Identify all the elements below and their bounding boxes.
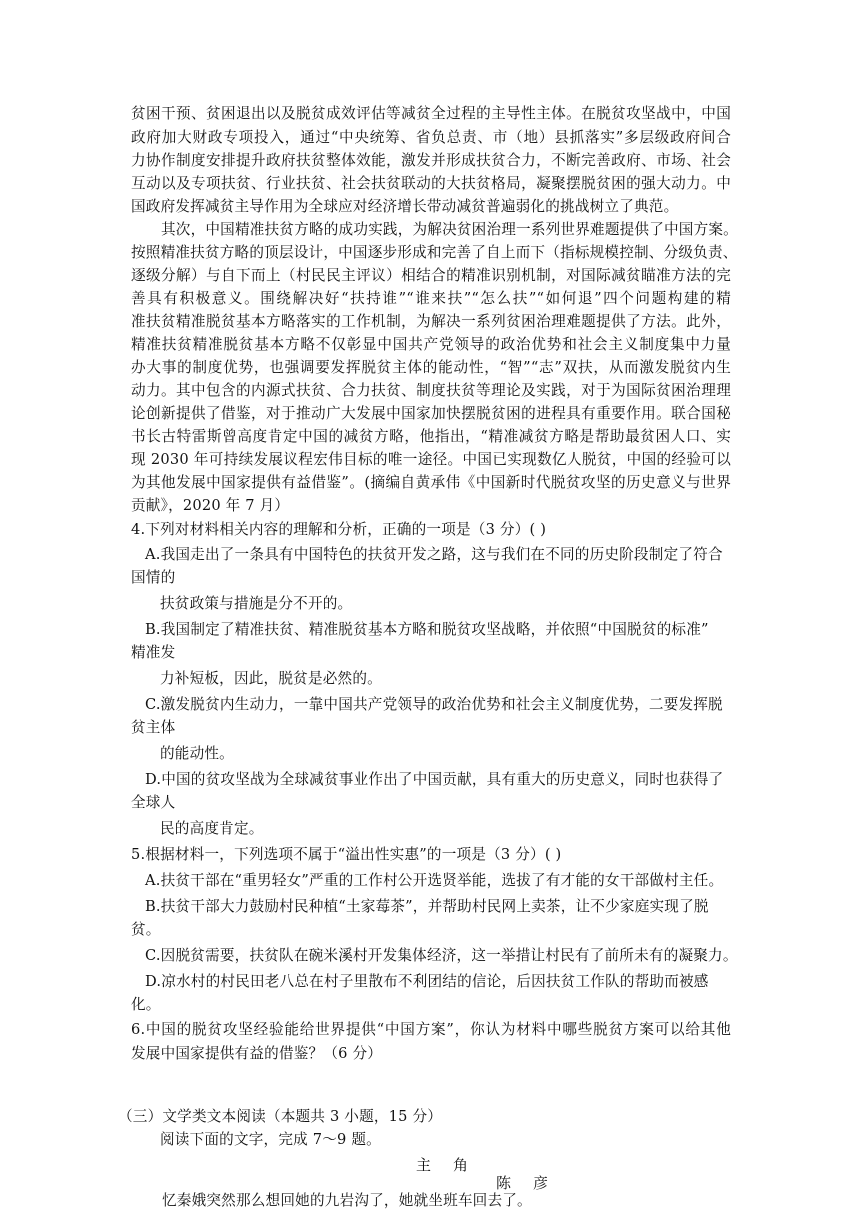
passage-line: 其次，中国精准扶贫方略的成功实践，为解决贫困治理一系列世界难题提供了中国方案。 (161, 221, 738, 238)
passage-line: 国政府发挥减贫主导作用为全球应对经济增长带动减贫普遍弱化的挑战树立了典范。 (131, 198, 679, 215)
question-4-option-c: 贫主体 (131, 719, 176, 736)
passage-line: 力协作制度安排提升政府扶贫整体效能，激发并形成扶贫合力，不断完善政府、市场、社会 (131, 152, 731, 169)
passage-line: 按照精准扶贫方略的顶层设计，中国逐步形成和完善了自上而下（指标规模控制、分级负责、 (131, 244, 738, 261)
question-5-option-b: B.扶贫干部大力鼓励村民种植“土家莓茶”，并帮助村民网上卖茶，让不少家庭实现了脱 (145, 898, 709, 915)
question-5-option-c: C.因脱贫需要，扶贫队在碗米溪村开发集体经济，这一举措让村民有了前所未有的凝聚力。 (145, 947, 738, 964)
question-6-stem: 6.中国的脱贫攻坚经验能给世界提供“中国方案”，你认为材料中哪些脱贫方案可以给其他 (131, 1021, 731, 1038)
question-5-stem: 5.根据材料一，下列选项不属于“溢出性实惠”的一项是（3 分）( ) (131, 846, 562, 863)
passage-line: 准扶贫精准脱贫基本方略落实的工作机制，为解决一系列贫困治理难题提供了方法。此外， (131, 313, 731, 330)
question-6-stem: 发展中国家提供有益的借鉴？（6 分） (131, 1045, 383, 1062)
passage-line: 办大事的制度优势，也强调要发挥脱贫主体的能动性，“智”“志”双扶，从而激发脱贫内生 (131, 359, 731, 376)
question-4-option-c: 的能动性。 (160, 745, 234, 762)
question-4-option-b: 精准发 (131, 644, 176, 661)
question-5-option-a: A.扶贫干部在“重男轻女”严重的工作村公开选贤举能，选拔了有才能的女干部做村主任。 (145, 872, 724, 889)
question-4-option-b: 力补短板，因此，脱贫是必然的。 (160, 670, 382, 687)
question-4-option-a: 扶贫政策与措施是分不开的。 (160, 595, 353, 612)
question-4-stem: 4.下列对材料相关内容的理解和分析，正确的一项是（3 分）( ) (131, 521, 547, 538)
passage-line: 逐级分解）与自下而上（村民民主评议）相结合的精准识别机制，对国际减贫瞄准方法的完 (131, 267, 731, 284)
question-5-option-d: 化。 (131, 996, 161, 1013)
story-author: 陈彦 (496, 1174, 571, 1192)
story-title: 主角 (416, 1156, 491, 1174)
question-4-option-c: C.激发脱贫内生动力，一靠中国共产党领导的政治优势和社会主义制度优势，二要发挥脱 (145, 696, 723, 713)
passage-line: 动力。其中包含的内源式扶贫、合力扶贫、制度扶贫等理论及实践，对于为国际贫困治理理 (131, 382, 731, 399)
passage-line: 互动以及专项扶贫、行业扶贫、社会扶贫联动的大扶贫格局，凝聚摆脱贫困的强大动力。中 (131, 175, 731, 192)
passage-line: 书长古特雷斯曾高度肯定中国的减贫方略，他指出，“精准减贫方略是帮助最贫困人口、实 (131, 428, 731, 445)
section-heading: （三）文学类文本阅读（本题共 3 小题，15 分） (118, 1108, 443, 1125)
question-4-option-a: A.我国走出了一条具有中国特色的扶贫开发之路，这与我们在不同的历史阶段制定了符合 (145, 546, 723, 563)
passage-line: 贫困干预、贫困退出以及脱贫成效评估等减贫全过程的主导性主体。在脱贫攻坚战中，中国 (131, 105, 731, 122)
passage-line: 善具有积极意义。围绕解决好“扶持谁”“谁来扶”“怎么扶”“如何退”四个问题构建的精 (131, 290, 731, 307)
question-4-option-d: D.中国的贫攻坚战为全球减贫事业作出了中国贡献，具有重大的历史意义，同时也获得了 (145, 771, 724, 788)
question-4-option-b: B.我国制定了精准扶贫、精准脱贫基本方略和脱贫攻坚战略，并依照“中国脱贫的标准” (145, 621, 709, 638)
question-4-option-d: 民的高度肯定。 (160, 820, 264, 837)
passage-line: 现 2030 年可持续发展议程宏伟目标的唯一途径。中国已实现数亿人脱贫，中国的经验可以 (131, 451, 731, 468)
passage-line: 精准扶贫精准脱贫基本方略不仅彰显中国共产党领导的政治优势和社会主义制度集中力量 (131, 336, 731, 353)
question-5-option-d: D.凉水村的村民田老八总在村子里散布不利团结的信论，后因扶贫工作队的帮助而被感 (145, 973, 709, 990)
passage-line: 论创新提供了借鉴，对于推动广大发展中国家加快摆脱贫困的进程具有重要作用。联合国秘 (131, 405, 731, 422)
passage-line: 为其他发展中国家提供有益借鉴”。(摘编自黄承伟《中国新时代脱贫攻坚的历史意义与世界 (131, 474, 731, 491)
passage-line: 贡献》，2020 年 7 月） (131, 497, 290, 514)
question-4-option-d: 全球人 (131, 794, 176, 811)
section-instruction: 阅读下面的文字，完成 7～9 题。 (160, 1131, 381, 1148)
question-5-option-b: 贫。 (131, 921, 161, 938)
question-4-option-a: 国情的 (131, 569, 176, 586)
story-first-line: 忆秦娥突然那么想回她的九岩沟了，她就坐班车回去了。 (162, 1192, 532, 1209)
passage-line: 政府加大财政专项投入，通过“中央统筹、省负总责、市（地）县抓落实”多层级政府间合 (131, 129, 731, 146)
